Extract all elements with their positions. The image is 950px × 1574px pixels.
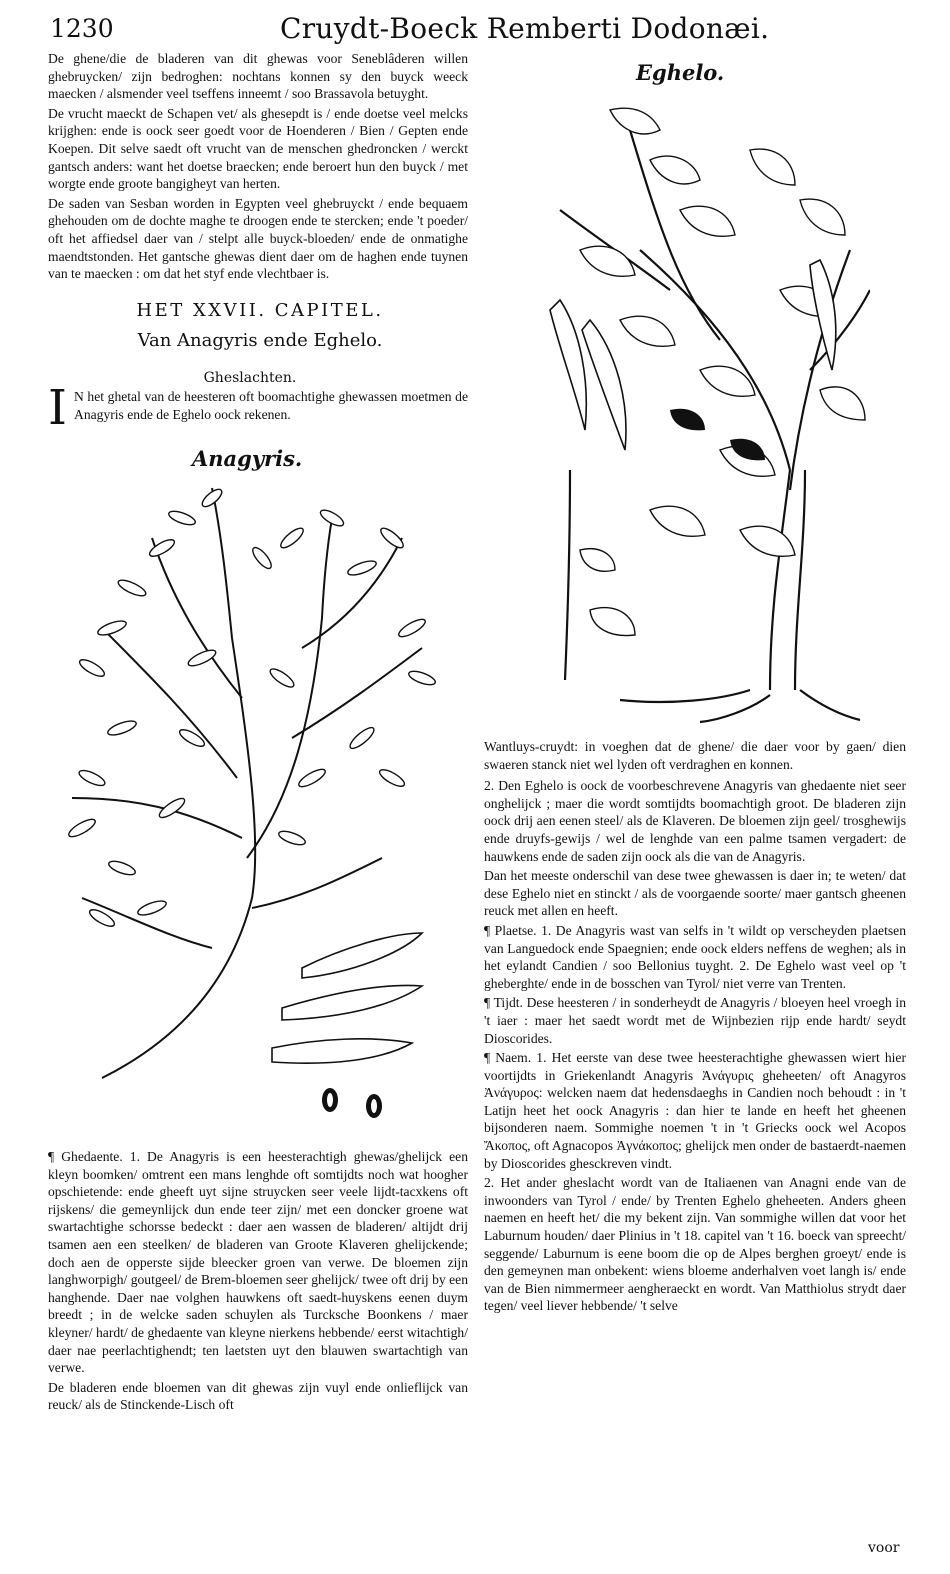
paragraph: De bladeren ende bloemen van dit ghewas zijn vuyl ende onlieflijck van reuck/ als de Stinckende-Lisch oft (48, 1379, 468, 1413)
left-top-text (48, 50, 468, 283)
paragraph: ¶ Tijdt. Dese heesteren / in sonderheydt de Anagyris / bloeyen heel vroegh in 't iaer : maer het saedt wordt met de Wijnbezien rijp ende hardt/ seydt Dioscorides. (484, 995, 906, 1046)
drop-cap: I (48, 380, 67, 436)
figure-caption-eghelo: Eghelo. (636, 60, 725, 85)
main-stem (102, 488, 255, 1078)
paragraph: Dan het meeste onderschil van dese twee ghewassen is daer in; te weten/ dat dese Eghelo niet en stinckt / als de voorgaende soorte/ maer gantsch gheenen reuck met allen en heeft. (484, 868, 906, 919)
paragraph: ¶ Plaetse. 1. De Anagyris wast van selfs in 't wildt op verscheyden plaetsen van Languedock ende Spaegnien; ende oock elders neffens de weghen; als in het eylandt Candien / soo Bellonius tuyght. 2. De Eghelo wast veel op 't gheberghte/ ende in de bosschen van Tyrol/ niet verre van Trenten. (484, 922, 906, 991)
catchword: voor (868, 1540, 900, 1556)
paragraph: 2. Den Eghelo is oock de voorbeschrevene Anagyris van ghedaente niet seer onghelijck ; maer die wordt somtijdts boomachtigh groot. De bladeren zijn oock drij aen eenen steel/ als de Klaveren. De bloemen zijn geel/ trosghewijs ende druyfs-gewijs / wel de lenghde van een palme tsamen vergadert: de hauwkens ende de saden zijn oock als die van de Anagyris. (484, 778, 906, 864)
paragraph: De vrucht maeckt de Schapen vet/ als ghesepdt is / ende doetse veel melcks krijghen: ende is oock seer goedt voor de Hoenderen / Bien / Gepten ende Koepen. Dit selve saedt oft vrucht van de menschen ghedroncken / werckt gantsch anders: want het doetse braecken; ende beroert hun den buyck / met worgte ende groote bangigheyt van herten. (48, 105, 468, 192)
eghelo-illustration (520, 90, 870, 730)
left-bottom-text (48, 1148, 468, 1414)
seed-pods (272, 933, 422, 1063)
trunk (770, 470, 790, 690)
paragraph: ¶ Ghedaente. 1. De Anagyris is een heesterachtigh ghewas/ghelijck een kleyn boomken/ omtrent een mans lenghde oft somtijdts noch wat hoogher opschietende: ende gheeft uyt sijne struycken seer veele lijdt-tacxkens oft rijskens/ die gemeynlijck dun ende teer zijn/ met een doncker groene wat swartachtighe schorsse bedeckt : daer aen wassen de bladeren/ altijdt drij tsamen aen een steelken/ de bladeren van Groote Klaveren ghelijckende; doch aen de opperste sijde bleecker groen van verwe. De bloemen zijn langhworpigh/ goutgeel/ de Brem-bloemen seer ghelijck/ twee oft drij by een hanghende. Daer nae volghen hauwkens oft saedt-huyskens eenen duym breedt ; in de welcke saden schuylen als Turcksche Boonkens / maer kleyner/ hardt/ de ghedaente van kleyne nierkens hebbende/ eerst witachtigh/ daer nae peerlachtighendt; ten laetsten uyt den blauwen swartachtigh van verwe. (48, 1149, 468, 1376)
paragraph: De ghene/die de bladeren van dit ghewas voor Seneblâderen willen ghebruycken/ zijn bedroghen: nochtans konnen sy den buyck weeck maecken / alsmender veel tseffens inneemt / soo Brassavola betuyght. (48, 51, 468, 102)
side-sprig (565, 470, 570, 680)
chapter-subtitle: Van Anagyris ende Eghelo. (137, 330, 383, 351)
paragraph: De saden van Sesban worden in Egypten veel ghebruyckt / ende bequaem ghehouden om de dochte maghe te droogen ende te stercken; ende 't poeder/ oft het affiedsel daer van / stelpt alle buyck-bloeden/ ende de onmatighe maendtstonden. Het gantsche ghewas dient daer om de haghen ende tuynen van te maecken : om dat het styf ende vlechtbaer is. (48, 195, 468, 282)
section-heading: Gheslachten. (203, 370, 297, 386)
right-text (484, 738, 906, 1315)
chapter-heading: HET XXVII. CAPITEL. (136, 300, 384, 321)
paragraph: ¶ Naem. 1. Het eerste van dese twee heesterachtighe ghewassen wiert hier voortijdts in Griekenlandt Anagyris Ἀνάγυρις gheheeten/ oft Anagyros Ἀνάγυρος: welcken naem dat hedensdaeghs in Candien noch behoudt : in 't Latijn heet het oock Anagyris : dan hier te lande en heeft het gheenen bijsonderen naem. Sommighe noemen 't in 't Griecks oock wel Acopos Ἄκοπος, oft Agnacopos Ἀγνάκοπος; ghelijck men onder de bastaerdt-naemen by Dioscorides ghesckreven vindt. (484, 1050, 906, 1171)
figure-caption-anagyris: Anagyris. (192, 446, 303, 471)
intro-text: N het ghetal van de heesteren oft boomachtighe ghewassen moetmen de Anagyris ende de Eghelo oock rekenen. (74, 389, 468, 422)
page-number: 1230 (50, 14, 114, 43)
intro-text-block (74, 388, 468, 423)
anagyris-illustration (62, 478, 462, 1138)
paragraph: Wantluys-cruydt: in voeghen dat de ghene/ die daer voor by gaen/ dien swaeren stanck niet wel lyden oft verdraghen en konnen. (484, 739, 906, 772)
paragraph: 2. Het ander gheslacht wordt van de Italiaenen van Anagni ende van de inwoonders van Tyrol / ende/ by Trenten Eghelo gheheeten. Anders gheen naemen en heeft het/ die my bekent zijn. Van sommighe willen dat voor het Laburnum houden/ daer Plinius in 't 18. capitel van 't 16. boeck van spreecht/ seggende/ Laburnum is eene boom die op de Alpes berghen groeyt/ ende is den gemeynen man onbekent: wiens bloeme anderhalven voet langh is/ ende van de Bien nimmermeer aengheraeckt en wordt. Van Matthiolus strydt daer tegen/ veel liever hebbende/ 't selve (484, 1175, 906, 1314)
running-title: Cruydt-Boeck Remberti Dodonæi. (280, 12, 770, 45)
